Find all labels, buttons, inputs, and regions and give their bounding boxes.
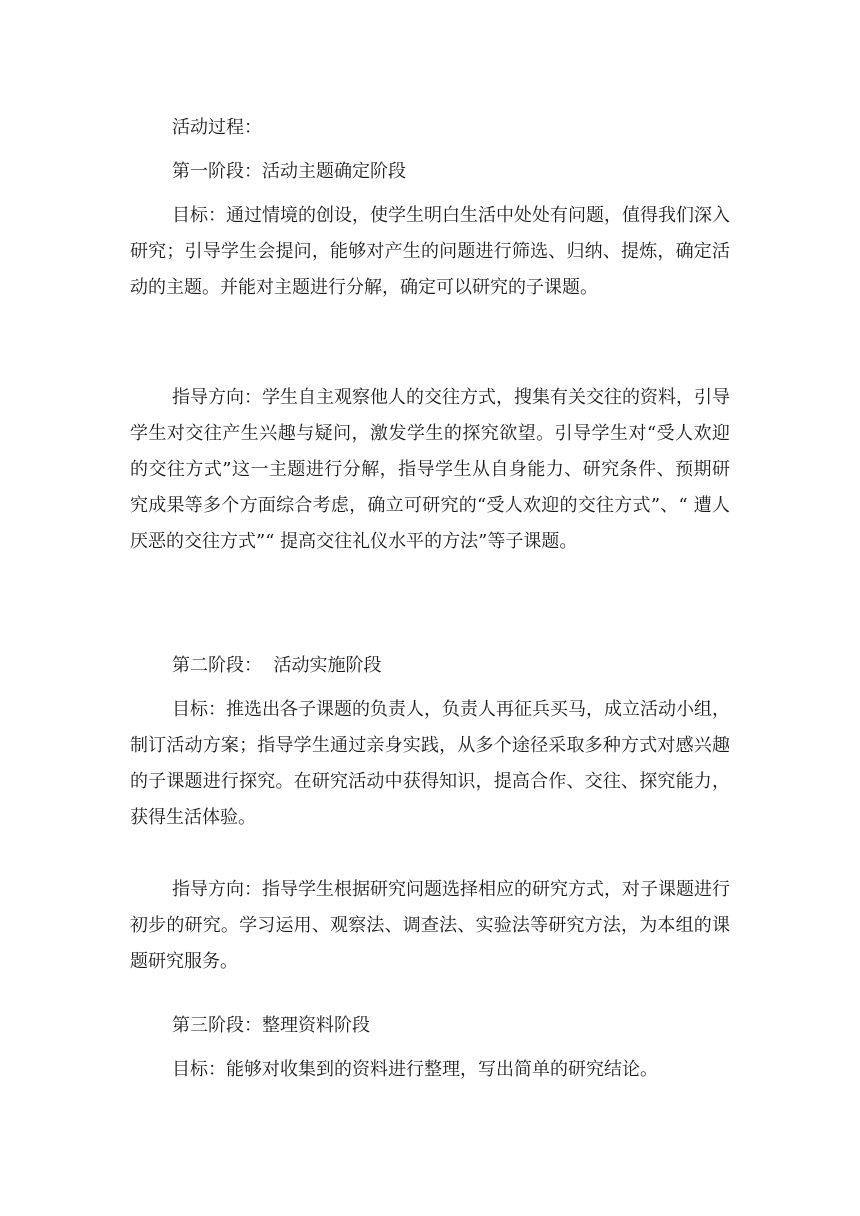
stage1-title: 第一阶段：活动主题确定阶段 bbox=[172, 161, 406, 182]
stage1-guidance-paragraph: 指导方向：学生自主观察他人的交往方式，搜集有关交往的资料，引导学生对交往产生兴趣与疑问，激发学生的探究欲望。引导学生对“受人欢迎的交往方式”这一主题进行分解，指导学生从自身能力、研究条件、预期研究成果等多个方面综合考虑，确立可研究的“受人欢迎的交往方式”、“ 遭人厌恶的交往方式”“ 提高交往礼仪水平的方法”等子课题。 bbox=[130, 387, 730, 552]
stage2-title: 第二阶段： 活动实施阶段 bbox=[172, 655, 382, 676]
stage3-title: 第三阶段：整理资料阶段 bbox=[172, 1015, 370, 1036]
stage2-goal-paragraph: 目标：推选出各子课题的负责人，负责人再征兵买马，成立活动小组，制订活动方案；指导学生通过亲身实践，从多个途径采取多种方式对感兴趣的子课题进行探究。在研究活动中获得知识，提高合作、交往、探究能力，获得生活体验。 bbox=[130, 699, 730, 828]
stage2-guidance-paragraph: 指导方向：指导学生根据研究问题选择相应的研究方式，对子课题进行初步的研究。学习运用、观察法、调查法、实验法等研究方法，为本组的课题研究服务。 bbox=[130, 879, 730, 972]
stage1-goal-paragraph: 目标：通过情境的创设，使学生明白生活中处处有问题，值得我们深入研究；引导学生会提问，能够对产生的问题进行筛选、归纳、提炼，确定活动的主题。并能对主题进行分解，确定可以研究的子课题。 bbox=[130, 205, 730, 298]
stage3-goal-paragraph: 目标：能够对收集到的资料进行整理，写出简单的研究结论。 bbox=[172, 1059, 658, 1080]
process-title: 活动过程： bbox=[172, 117, 262, 138]
